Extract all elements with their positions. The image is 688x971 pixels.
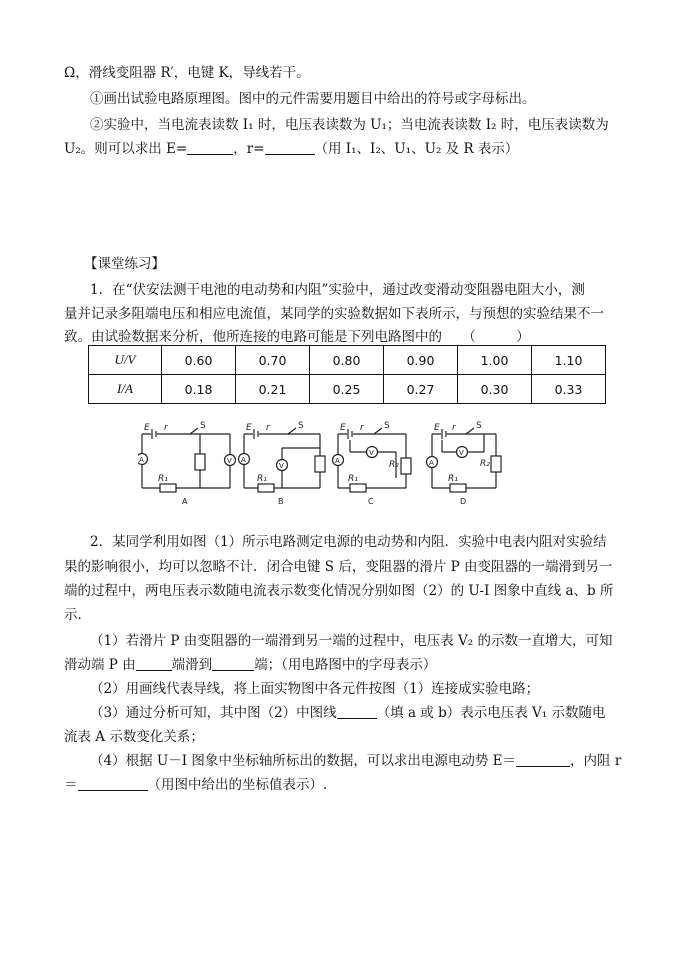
circuit-c <box>333 421 412 506</box>
problem2-line1: 2．某同学利用如图（1）所示电路测定电源的电动势和内阻．实验中电表内阻对实验结 <box>90 534 607 550</box>
question4-line1 <box>90 751 621 771</box>
table-row <box>89 346 606 375</box>
table-cell: 0.80 <box>310 346 384 375</box>
symbol-emf: E <box>434 423 440 433</box>
question1-line1: （1）若滑片 P 由变阻器的一端滑到另一端的过程中，电压表 V₂ 的示数一直增大，可知 <box>90 633 613 649</box>
symbol-r1: R₁ <box>448 474 458 484</box>
voltmeter-symbol: V <box>369 449 374 457</box>
question4-line2 <box>64 775 327 795</box>
text-q1-part1: 滑动端 P 由 <box>64 657 136 673</box>
question3-line2: 流表 A 示数变化关系； <box>64 729 204 745</box>
circuit-b <box>239 421 326 506</box>
circuit-label-b: B <box>278 497 284 506</box>
ammeter-symbol: A <box>241 456 246 464</box>
text-q4-part1: （4）根据 U－I 图象中坐标轴所标出的数据，可以求出电源电动势 E＝ <box>90 753 517 769</box>
voltmeter-symbol: V <box>279 462 284 470</box>
text-line-task2-answer <box>64 139 518 159</box>
text-r-eq: ，r= <box>233 141 265 157</box>
circuit-label-d: D <box>460 497 467 506</box>
symbol-r: r <box>164 423 168 433</box>
symbol-r1: R₁ <box>158 474 168 484</box>
symbol-r: r <box>266 423 270 433</box>
symbol-emf: E <box>144 423 150 433</box>
ammeter-symbol: A <box>429 459 434 467</box>
circuit-diagrams <box>138 418 528 506</box>
symbol-switch: S <box>200 421 206 431</box>
circuit-d <box>427 421 502 506</box>
text-note: （用 I₁、I₂、U₁、U₂ 及 R 表示） <box>314 141 519 157</box>
answer-blank-r <box>265 140 315 155</box>
symbol-switch: S <box>298 421 304 431</box>
problem1-line1: 1．在“伏安法测干电池的电动势和内阻”实验中，通过改变滑动变阻器电阻大小，测 <box>90 282 585 298</box>
ammeter-symbol: A <box>335 457 340 465</box>
answer-blank-internal-r <box>78 776 148 791</box>
symbol-r1: R₁ <box>348 474 358 484</box>
answer-blank-from <box>136 656 172 671</box>
problem1-line3: 致。由试验数据来分析，他所连接的电路可能是下列电路图中的 （ ） <box>64 329 530 345</box>
text-u2: U₂。则可以求出 E= <box>64 141 188 157</box>
table-row <box>89 375 606 404</box>
problem1-line2: 量并记录多阻端电压和相应电流值，某同学的实验数据如下表所示，与预想的实验结果不一 <box>64 306 604 322</box>
table-header-i: I/A <box>89 375 162 404</box>
answer-blank-emf <box>516 752 570 767</box>
answer-blank-line <box>337 704 377 719</box>
symbol-r: r <box>360 423 364 433</box>
problem2-line3: 端的过程中，两电压表示数随电流表示数变化情况分别如图（2）的 U-I 图象中直线 a、b 所 <box>64 583 614 599</box>
table-cell: 0.27 <box>384 375 458 404</box>
table-cell: 1.00 <box>458 346 532 375</box>
ammeter-symbol: A <box>139 456 144 464</box>
question1-line2 <box>64 655 436 675</box>
question3-line1 <box>90 703 606 723</box>
symbol-r2: R₂ <box>480 459 490 469</box>
table-cell: 0.21 <box>236 375 310 404</box>
table-cell: 0.90 <box>384 346 458 375</box>
symbol-r1: R₁ <box>257 474 267 484</box>
table-cell: 0.33 <box>532 375 606 404</box>
symbol-emf: E <box>340 423 346 433</box>
table-cell: 0.70 <box>236 346 310 375</box>
text-q4-part3: （用图中给出的坐标值表示）. <box>147 777 328 793</box>
circuit-label-c: C <box>368 497 374 506</box>
text-q4-part2: ，内阻 r <box>570 753 622 769</box>
text-q3-part1: （3）通过分析可知，其中图（2）中图线 <box>90 705 337 721</box>
text-q3-part2: （填 a 或 b）表示电压表 V₁ 示数随电 <box>376 705 606 721</box>
circuit-label-a: A <box>182 497 188 506</box>
problem2-line4: 示． <box>64 607 91 623</box>
symbol-r2: R₂ <box>389 460 399 470</box>
problem2-line2: 果的影响很小，均可以忽略不计．闭合电键 S 后，变阻器的滑片 P 由变阻器的一端滑到另一 <box>64 559 613 575</box>
symbol-emf: E <box>246 423 252 433</box>
symbol-r: r <box>452 423 456 433</box>
text-q1-part3: 端；（用电路图中的字母表示） <box>254 657 437 673</box>
text-line-materials: Ω，滑线变阻器 R′，电键 K，导线若干。 <box>64 65 310 81</box>
data-table <box>88 345 606 404</box>
symbol-switch: S <box>476 421 482 431</box>
voltmeter-symbol: V <box>459 449 464 457</box>
question2-line: （2）用画线代表导线，将上面实物图中各元件按图（1）连接成实验电路； <box>90 681 540 697</box>
answer-blank-to <box>212 656 254 671</box>
text-line-task1: ①画出试验电路原理图。图中的元件需要用题目中给出的符号或字母标出。 <box>90 91 536 107</box>
table-cell: 0.18 <box>162 375 236 404</box>
text-line-task2: ②实验中，当电流表读数 I₁ 时，电压表读数为 U₁；当电流表读数 I₂ 时，电压表读数为 <box>90 117 609 133</box>
table-cell: 0.25 <box>310 375 384 404</box>
table-cell: 0.60 <box>162 346 236 375</box>
text-q4-eq: ＝ <box>64 777 78 793</box>
text-q1-part2: 端滑到 <box>171 657 213 673</box>
circuit-a <box>138 421 236 506</box>
table-cell: 0.30 <box>458 375 532 404</box>
section-heading: 【课堂练习】 <box>84 256 165 272</box>
table-header-u: U/V <box>89 346 162 375</box>
voltmeter-symbol: V <box>227 457 232 465</box>
answer-blank-e <box>187 140 233 155</box>
table-cell: 1.10 <box>532 346 606 375</box>
symbol-switch: S <box>384 421 390 431</box>
